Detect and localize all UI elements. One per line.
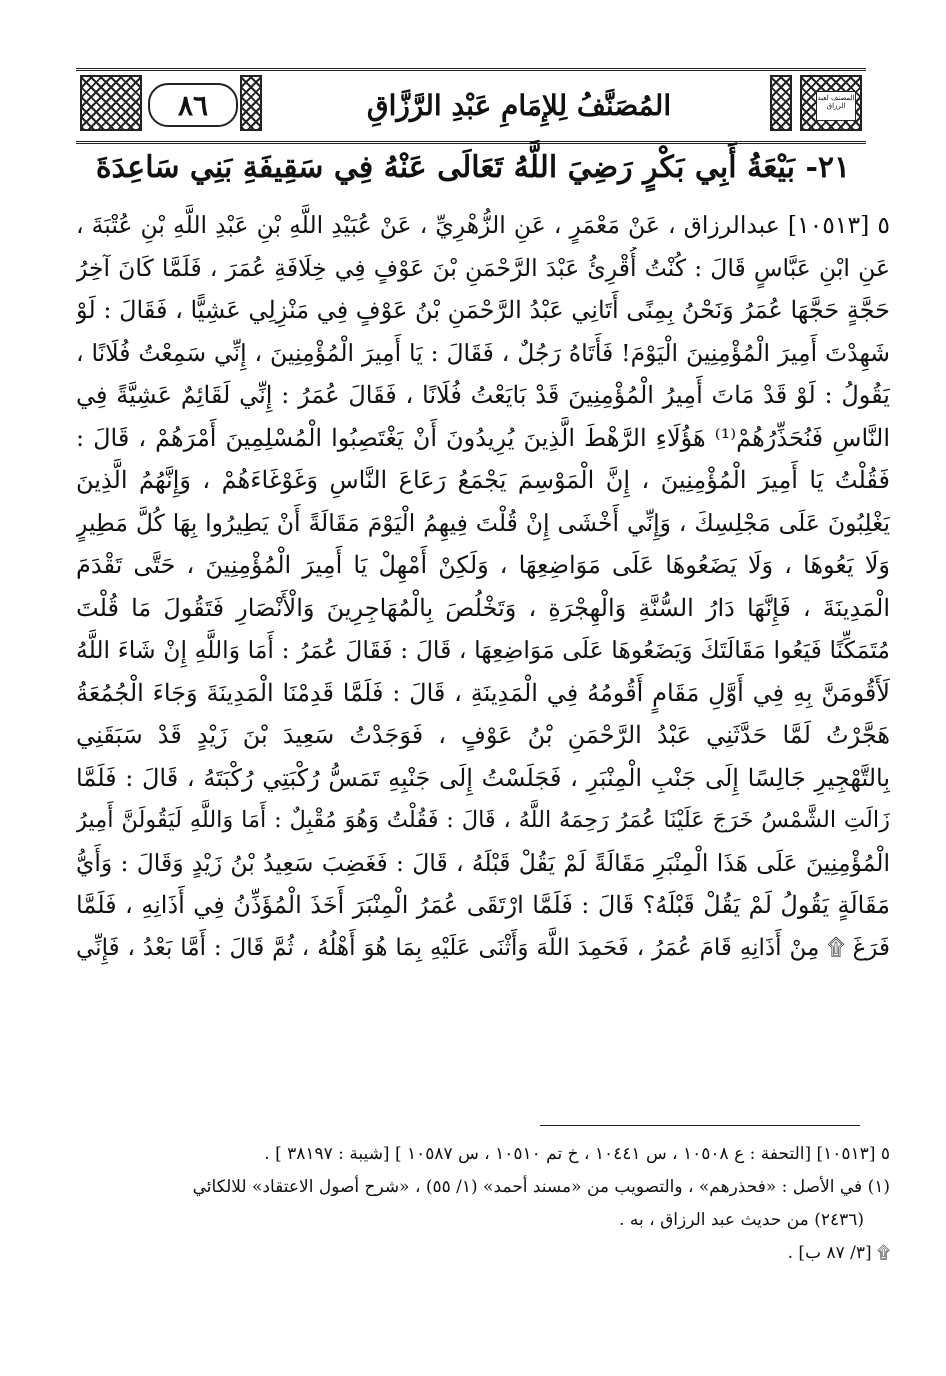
footnote-separator — [540, 1125, 860, 1126]
text-line: بِالتَّهْجِيرِ جَالِسًا إِلَى جَنْبِ الْمِنْبَرِ ، فَجَلَسْتُ إِلَى جَنْبِهِ تَمَسُّ رُكْبَتِي رُكْبَتَهُ ، قَالَ : فَلَمَّا — [76, 763, 890, 792]
text-line: فَقُلْتُ يَا أَمِيرَ الْمُؤْمِنِينَ ، إِنَّ الْمَوْسِمَ يَجْمَعُ رَعَاعَ النَّاسِ وَغَوْغَاءَهُمْ ، وَإِنَّهُمُ الَّذِينَ — [76, 466, 890, 494]
running-title: المُصَنَّفُ لِلإِمَامِ عَبْدِ الرَّزَّاقِ — [366, 88, 672, 122]
text-line: وَلَا يَعُوهَا ، وَلَا يَضَعُوهَا عَلَى مَوَاضِعِهَا ، وَلَكِنْ أَمْهِلْ يَا أَمِيرَ الْمُؤْمِنِينَ ، حَتَّى تَقْدَمَ — [76, 551, 890, 579]
page-number: ٨٦ — [148, 83, 238, 127]
text-line: النَّاسِ فَنُحَذِّرُهُمْ⁽¹⁾ هَؤُلَاءِ الرَّهْطَ الَّذِينَ يُرِيدُونَ أَنْ يَغْتَصِبُوا الْمُسْلِمِينَ أَمْرَهُمْ ، قَالَ : — [76, 423, 890, 452]
text-line: عَنِ ابْنِ عَبَّاسٍ قَالَ : كُنْتُ أُقْرِئُ عَبْدَ الرَّحْمَنِ بْنَ عَوْفٍ فِي خِلَافَةِ عُمَرَ ، فَلَمَّا كَانَ آخِرُ — [76, 253, 890, 282]
text-line: شَهِدْتَ أَمِيرَ الْمُؤْمِنِينَ الْيَوْمَ! فَأَتَاهُ رَجُلٌ ، فَقَالَ : يَا أَمِيرَ الْمُؤْمِنِينَ ، إِنِّي سَمِعْتُ فُلَانًا ، — [76, 338, 890, 367]
hadith-text — [76, 204, 890, 969]
text-line: فَرَغَ ۩ مِنْ أَذَانِهِ قَامَ عُمَرُ ، فَحَمِدَ اللَّهَ وَأَثْنَى عَلَيْهِ بِمَا هُوَ أَهْلُهُ ، ثُمَّ قَالَ : أَمَّا بَعْدُ ، فَإِنِّي — [76, 934, 890, 961]
section-title: ٢١- بَيْعَةُ أَبِي بَكْرٍ رَضِيَ اللَّهُ تَعَالَى عَنْهُ فِي سَقِيفَةِ بَنِي سَاعِدَةَ — [95, 150, 851, 185]
footnote-source: ٥ [١٠٥١٣] [التحفة : ع ١٠٥٠٨ ، س ١٠٤٤١ ، خ تم ١٠٥١٠ ، س ١٠٥٨٧ ] [شيبة : ٣٨١٩٧ ] . — [264, 1144, 890, 1164]
text-line: يَقُولُ : لَوْ قَدْ مَاتَ أَمِيرُ الْمُؤْمِنِينَ قَدْ بَايَعْتُ فُلَانًا ، فَقَالَ عُمَرُ : إِنِّي لَقَائِمٌ عَشِيَّةً فِي — [76, 381, 890, 409]
footnote-1-continued: (٢٤٣٦) من حديث عبد الرزاق ، به . — [619, 1210, 864, 1230]
ornament-divider-right — [770, 75, 792, 131]
footnote-manuscript-ref: ۩ [٣/ ٨٧ ب] . — [787, 1243, 890, 1263]
footnote-1: (١) في الأصل : «فحذرهم» ، والتصويب من «مسند أحمد» (١/ ٥٥) ، «شرح أصول الاعتقاد» للالكائي — [192, 1177, 890, 1197]
text-line: حَجَّةٍ حَجَّهَا عُمَرُ وَنَحْنُ بِمِنًى أَتَانِي عَبْدُ الرَّحْمَنِ بْنُ عَوْفٍ فِي مَنْزِلِي عَشِيًّا ، فَقَالَ : لَوْ — [76, 296, 890, 324]
text-line: مُتَمَكِّنًا فَيَعُوا مَقَالَتَكَ وَيَضَعُوهَا عَلَى مَوَاضِعِهَا ، قَالَ : فَقَالَ عُمَرُ : أَمَا وَاللَّهِ إِنْ شَاءَ اللَّهُ — [76, 636, 890, 664]
text-line: الْمُؤْمِنِينَ عَلَى هَذَا الْمِنْبَرِ مَقَالَةً لَمْ يَقُلْ قَبْلَهُ ، قَالَ : فَغَضِبَ سَعِيدُ بْنُ زَيْدٍ وَقَالَ : وَأَيُّ — [76, 848, 890, 877]
ornament-left — [80, 75, 142, 131]
ornament-right — [800, 75, 862, 131]
footnotes — [76, 1138, 890, 1270]
ornament-divider-left — [240, 75, 262, 131]
text-line: يَغْلِبُونَ عَلَى مَجْلِسِكَ ، وَإِنِّي أَخْشَى إِنْ قُلْتَ فِيهِمُ الْيَوْمَ مَقَالَةً أَنْ يَطِيرُوا بِهَا كُلَّ مَطِيرٍ — [76, 508, 890, 537]
text-line: ٥ [١٠٥١٣] عبدالرزاق ، عَنْ مَعْمَرٍ ، عَنِ الزُّهْرِيِّ ، عَنْ عُبَيْدِ اللَّهِ بْنِ عَبْدِ اللَّهِ بْنِ عُتْبَةَ ، — [76, 211, 890, 239]
text-line: مَقَالَةٍ يَقُولُ لَمْ يَقُلْ قَبْلَهُ؟ قَالَ : فَلَمَّا ارْتَقَى عُمَرُ الْمِنْبَرَ أَخَذَ الْمُؤَذِّنُ فِي أَذَانِهِ ، فَلَمَّا — [76, 891, 890, 919]
text-line: لَأَقُومَنَّ بِهِ فِي أَوَّلِ مَقَامٍ أَقُومُهُ فِي الْمَدِينَةِ ، قَالَ : فَلَمَّا قَدِمْنَا الْمَدِينَةَ وَجَاءَ الْجُمُعَةُ — [76, 678, 890, 707]
page-header — [76, 68, 866, 144]
text-line: هَجَّرْتُ لَمَّا حَدَّثَنِي عَبْدُ الرَّحْمَنِ بْنُ عَوْفٍ ، فَوَجَدْتُ سَعِيدَ بْنَ زَيْدٍ قَدْ سَبَقَنِي — [76, 721, 890, 749]
text-line: زَالَتِ الشَّمْسُ خَرَجَ عَلَيْنَا عُمَرُ رَحِمَهُ اللَّهُ ، قَالَ : فَقُلْتُ وَهُوَ مُقْبِلٌ : أَمَا وَاللَّهِ لَيَقُولَنَّ أَمِيرُ — [76, 807, 890, 833]
book-seal-logo: المصنف لعبد الرزاق — [816, 91, 856, 121]
text-line: الْمَدِينَةَ ، فَإِنَّهَا دَارُ السُّنَّةِ وَالْهِجْرَةِ ، وَتَخْلُصَ بِالْمُهَاجِرِينَ وَالْأَنْصَارِ فَتَقُولَ مَا قُلْتَ — [76, 593, 890, 622]
